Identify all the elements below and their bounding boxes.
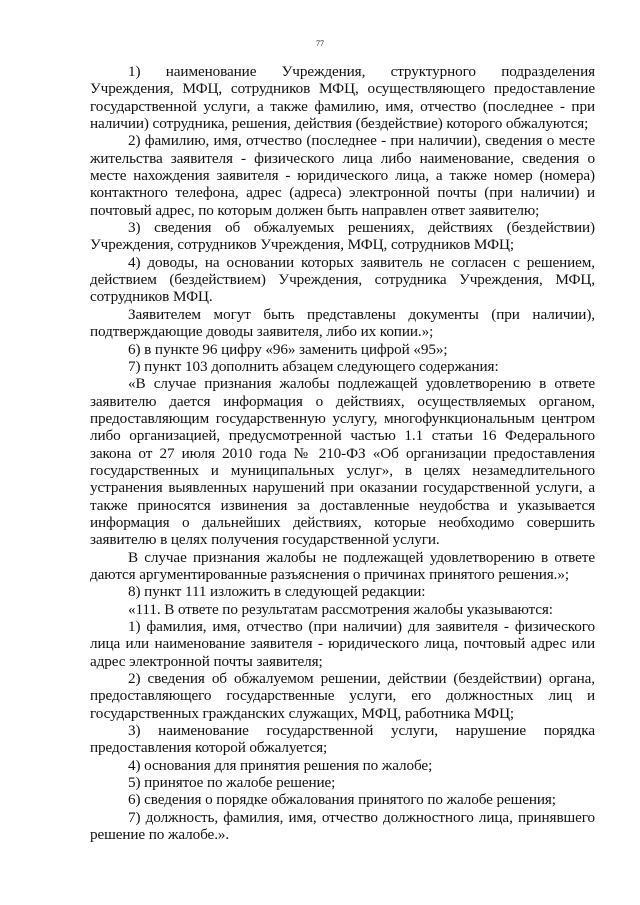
paragraph-item-3-appealed-decisions: 3) сведения об обжалуемых решениях, действиях (бездействии) Учреждения, сотрудников Учреждения, МФЦ, сотрудников МФЦ; bbox=[90, 219, 595, 254]
document-body bbox=[90, 63, 595, 843]
paragraph-amendment-6: 6) в пункте 96 цифру «96» заменить цифрой «95»; bbox=[128, 340, 448, 358]
paragraph-answer-item-7: 7) должность, фамилия, имя, отчество должностного лица, принявшего решение по жалобе.». bbox=[90, 808, 595, 844]
paragraph-item-1-institution-name: 1) наименование Учреждения, структурного подразделения Учреждения, МФЦ, сотрудников МФЦ, осуществляющего предоставление государственной услуги, а также фамилию, имя, отчество (последнее - при наличии) сотрудника, решения, действия (бездействие) которого обжалуются; bbox=[90, 63, 595, 133]
paragraph-complaint-rejected: В случае признания жалобы не подлежащей удовлетворению в ответе даются аргументированные разъяснения о причинах принятого решения.»; bbox=[90, 548, 595, 583]
paragraph-answer-item-2: 2) сведения об обжалуемом решении, действии (бездействии) органа, предоставляющего государственные услуги, его должностных лиц и государственных гражданских служащих, МФЦ, работника МФЦ; bbox=[90, 670, 595, 722]
paragraph-clause-111: «111. В ответе по результатам рассмотрения жалобы указываются: bbox=[128, 600, 553, 618]
paragraph-answer-item-6: 6) сведения о порядке обжалования принятого по жалобе решения; bbox=[128, 791, 556, 809]
paragraph-amendment-8: 8) пункт 111 изложить в следующей редакции: bbox=[128, 583, 426, 601]
page-number: 77 bbox=[316, 39, 324, 48]
paragraph-item-4-arguments: 4) доводы, на основании которых заявитель не согласен с решением, действием (бездействием) Учреждения, сотрудника Учреждения, МФЦ, сотрудников МФЦ. bbox=[90, 253, 595, 306]
paragraph-answer-item-3: 3) наименование государственной услуги, нарушение порядка предоставления которой обжалуется; bbox=[90, 722, 595, 757]
paragraph-answer-item-4: 4) основания для принятия решения по жалобе; bbox=[128, 756, 433, 774]
paragraph-answer-item-1: 1) фамилия, имя, отчество (при наличии) для заявителя - физического лица или наименование заявителя - юридического лица, почтовый адрес или адрес электронной почты заявителя; bbox=[90, 618, 595, 670]
paragraph-complaint-satisfied: «В случае признания жалобы подлежащей удовлетворению в ответе заявителю дается информация о действиях, осуществляемых органом, предоставляющим государственную услугу, многофункциональным центром либо организацией, предусмотренной частью 1.1 статьи 16 Федерального закона от 27 июля 2010 года № 210-ФЗ «Об организации предоставления государственных и муниципальных услуг», в целях незамедлительного устранения выявленных нарушений при оказании государственной услуги, а также приносятся извинения за доставленные неудобства и указывается информация о дальнейших действиях, которые необходимо совершить заявителю в целях получения государственной услуги. bbox=[90, 375, 595, 549]
paragraph-item-2-applicant-details: 2) фамилию, имя, отчество (последнее - при наличии), сведения о месте жительства заявителя - физического лица либо наименование, сведения о месте нахождения заявителя - юридического лица, а также номер (номера) контактного телефона, адрес (адреса) электронной почты (при наличии) и почтовый адрес, по которым должен быть направлен ответ заявителю; bbox=[90, 132, 595, 219]
paragraph-amendment-7: 7) пункт 103 дополнить абзацем следующего содержания: bbox=[128, 357, 499, 375]
paragraph-documents: Заявителем могут быть представлены документы (при наличии), подтверждающие доводы заявителя, либо их копии.»; bbox=[90, 305, 595, 341]
paragraph-answer-item-5: 5) принятое по жалобе решение; bbox=[128, 774, 336, 792]
